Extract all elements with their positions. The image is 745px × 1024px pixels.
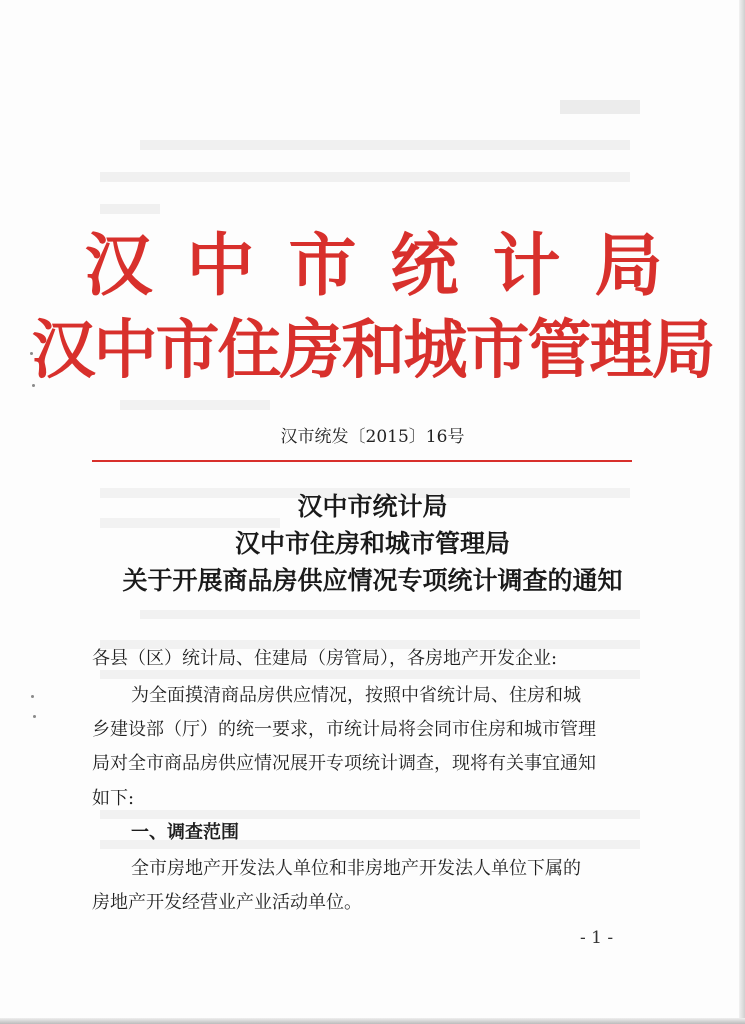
bleed-through-lower — [100, 600, 660, 900]
page-number: - 1 - — [580, 928, 614, 948]
notice-title-line-1: 汉中市统计局 — [297, 492, 448, 521]
section-paragraph-line: 房地产开发经营业产业活动单位。 — [92, 892, 362, 913]
notice-title-line-3: 关于开展商品房供应情况专项统计调查的通知 — [122, 566, 623, 595]
scan-edge-right — [739, 0, 745, 1024]
scan-edge-bottom — [0, 1018, 745, 1024]
scan-speck — [31, 695, 34, 698]
notice-title-line-2: 汉中市住房和城市管理局 — [234, 529, 510, 558]
letterhead-agency-1: 汉中市统计局 — [84, 226, 697, 306]
document-number: 汉市统发〔2015〕16号 — [280, 427, 465, 447]
addressee: 各县（区）统计局、住建局（房管局），各房地产开发企业: — [92, 648, 558, 669]
section-heading: 一、调查范围 — [131, 822, 239, 843]
intro-paragraph-line: 为全面摸清商品房供应情况，按照中省统计局、住房和城 — [131, 685, 581, 706]
scan-speck — [33, 715, 36, 718]
intro-paragraph-line: 乡建设部（厅）的统一要求，市统计局将会同市住房和城市管理 — [92, 719, 596, 740]
letterhead-agency-2: 汉中市住房和城市管理局 — [31, 313, 714, 388]
letterhead-divider — [92, 460, 632, 462]
intro-paragraph-line: 局对全市商品房供应情况展开专项统计调查，现将有关事宜通知 — [92, 753, 596, 774]
section-paragraph-line: 全市房地产开发法人单位和非房地产开发法人单位下属的 — [131, 858, 581, 879]
intro-paragraph-line: 如下: — [92, 788, 135, 809]
